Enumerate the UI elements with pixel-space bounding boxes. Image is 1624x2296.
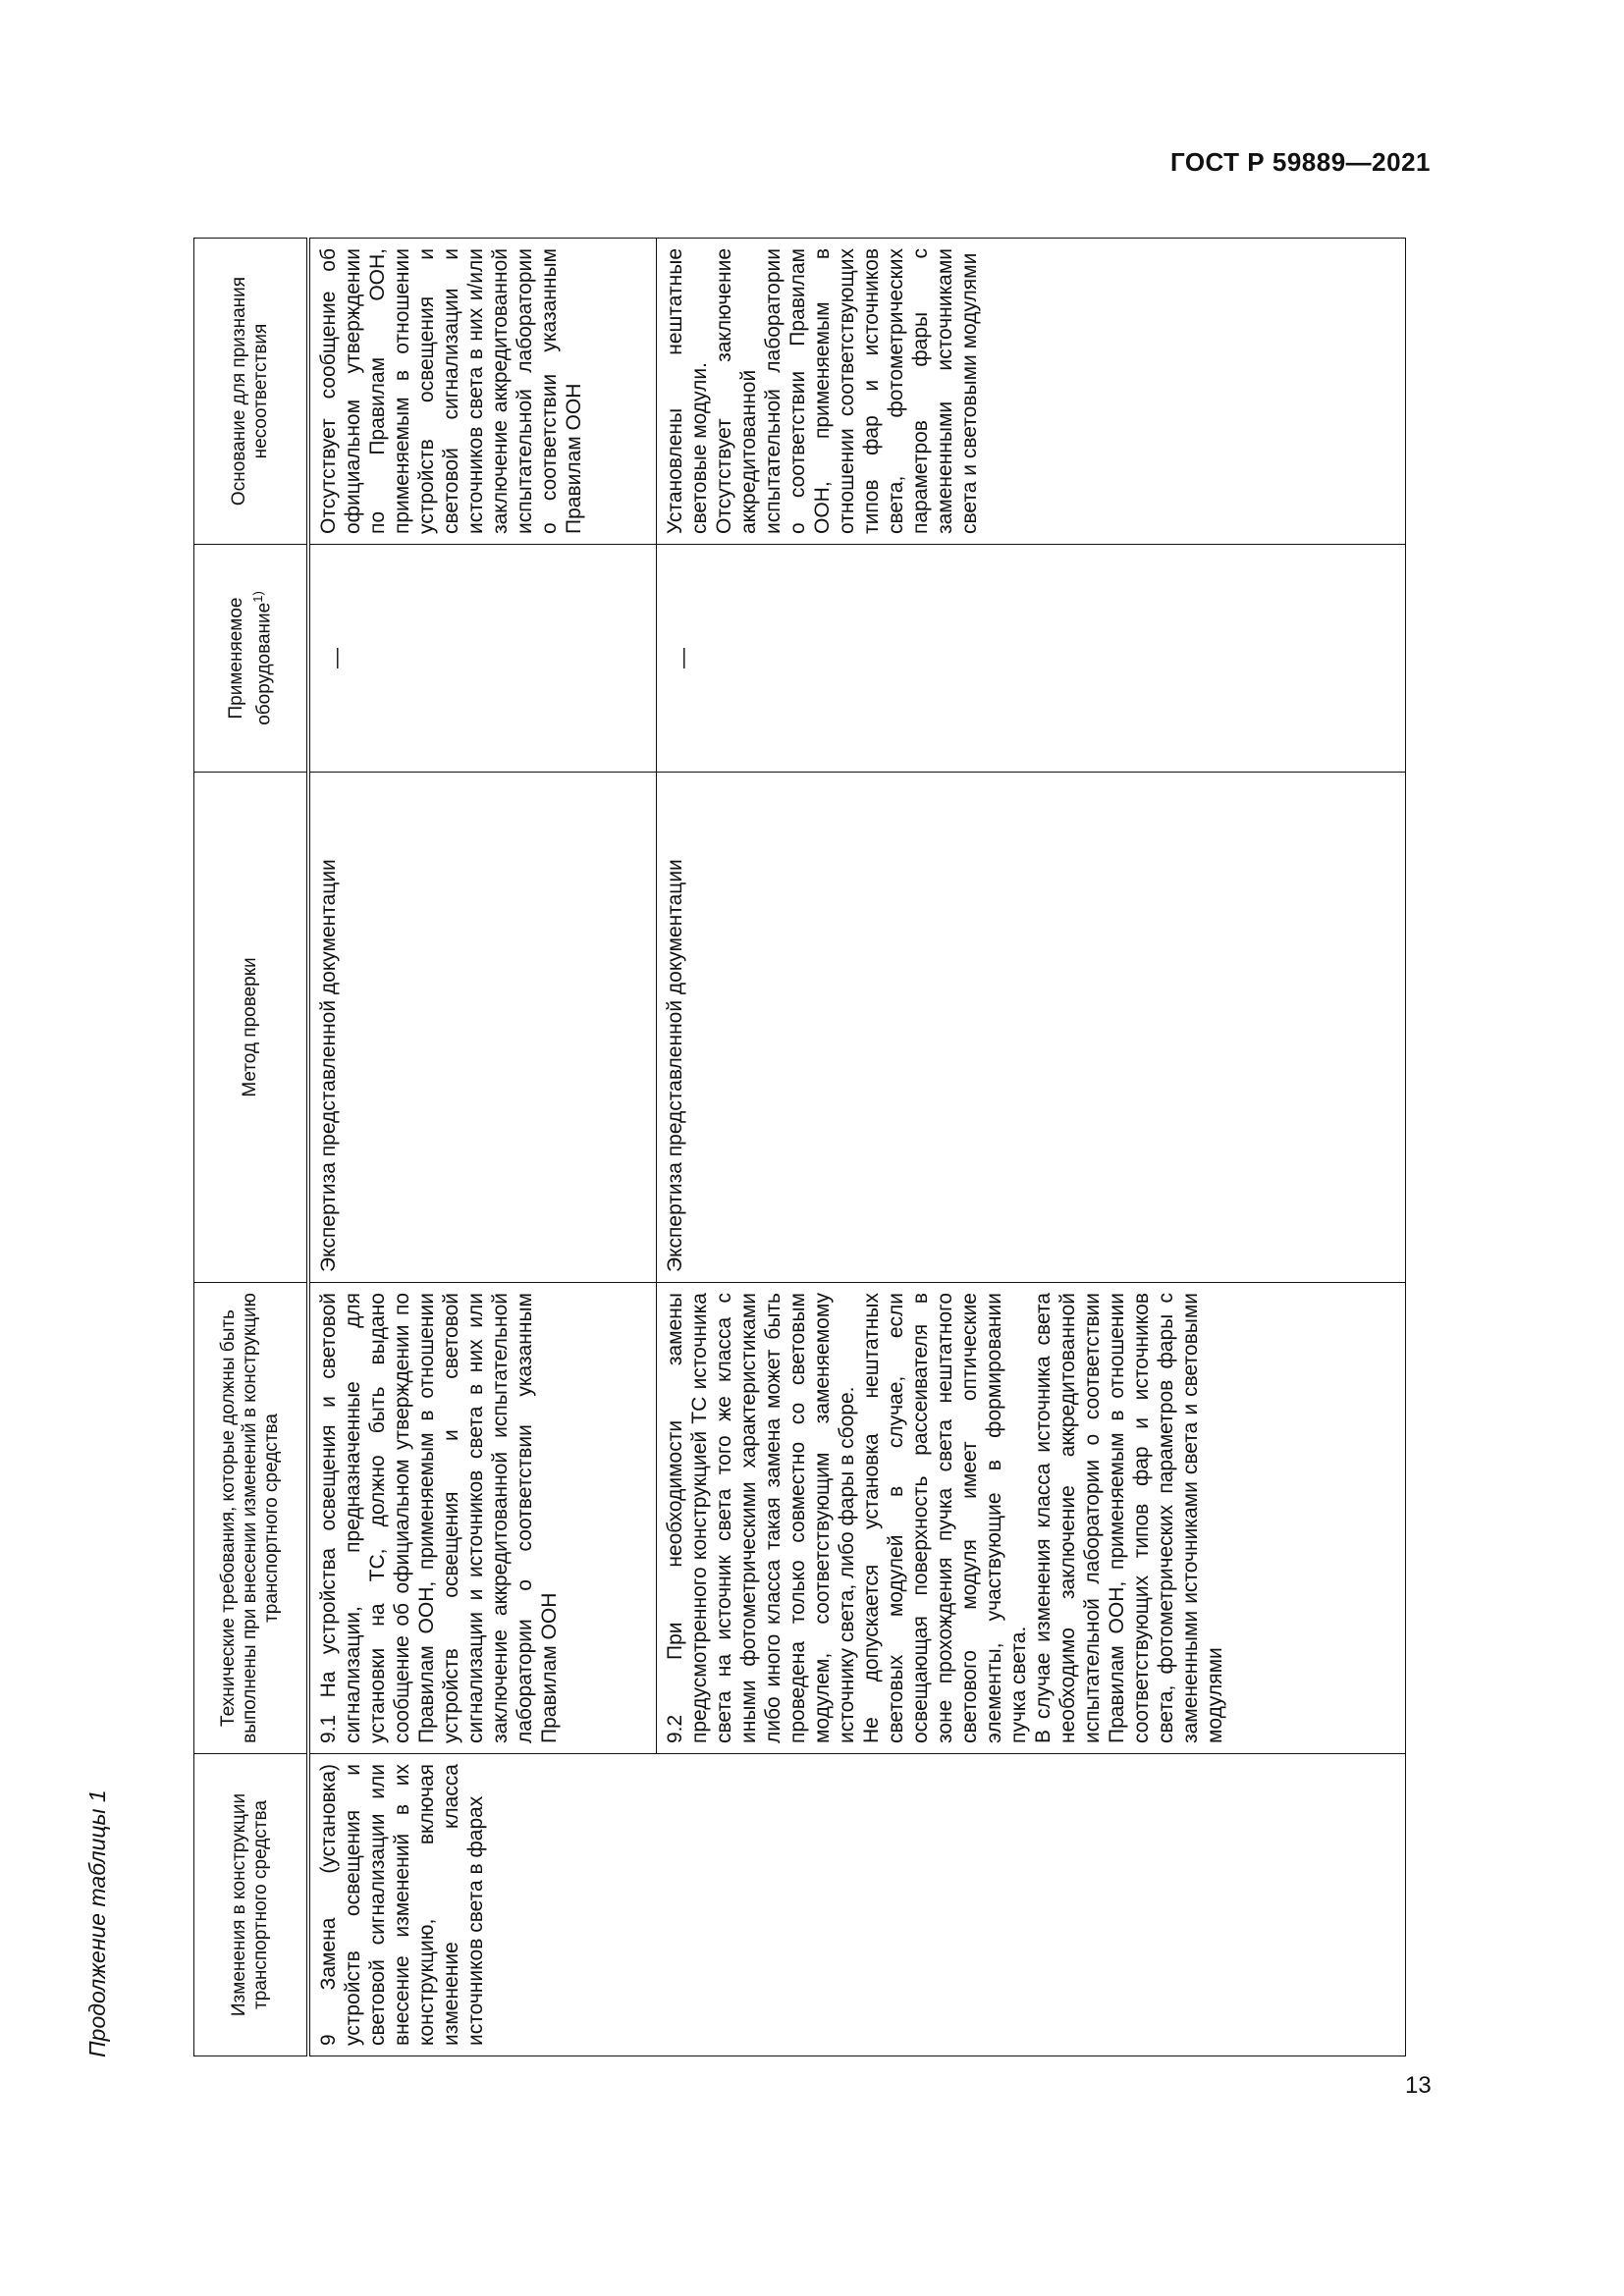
requirement-paragraph: 9.2 При необходимости замены предусмотренного конструкцией ТС источника света на источник света того же класса с иными фотометрическими характеристиками либо иного класса такая замена может быть проведена только совместно со световым модулем, соответствующим заменяемому источнику света, либо фары в сборе. <box>663 1293 858 1743</box>
footnote-marker: 1) <box>249 591 265 603</box>
method-cell <box>656 773 1406 1283</box>
table-row <box>308 239 656 2056</box>
requirement-cell <box>308 1283 656 1754</box>
requirements-table <box>193 238 1406 2056</box>
table-header-row <box>194 239 309 2056</box>
method-text: Экспертиза представленной документации <box>663 859 686 1272</box>
page-number: 13 <box>1405 2072 1432 2099</box>
change-cell <box>308 1754 1406 2056</box>
change-text: 9 Замена (установка) устройств освещения и световой сигнализации или внесение изменений в их конструкцию, включая изменение класса источников света в фарах <box>317 1764 487 2046</box>
basis-text <box>657 239 988 544</box>
column-header-basis: Основание для признания несоответствия <box>194 239 309 545</box>
equipment-cell <box>308 545 656 773</box>
rotated-table-wrapper <box>193 239 1406 2056</box>
column-header-equipment <box>194 545 309 773</box>
requirement-paragraph: Не допускается установка нештатных световых модулей в случае, если освещающая поверхность рассеивателя в зоне прохождения пучка света нештатного светового модуля имеет оптические элементы, участвующие в формировании пучка света. <box>859 1293 1030 1743</box>
basis-cell <box>656 239 1406 545</box>
basis-cell <box>308 239 656 545</box>
requirement-cell <box>656 1283 1406 1754</box>
basis-paragraph: Установлены нештатные световые модули. <box>663 248 711 534</box>
column-header-change: Изменения в конструкции транспортного средства <box>194 1754 309 2056</box>
requirement-paragraph: В случае изменения класса источника света необходимо заключение аккредитованной испытательной лаборатории о соответствии Правилам ООН, применяемым в отношении соответствующих типов фар и источников света, фотометрических параметров фары с замененными источниками света и световыми модулями <box>1031 1293 1226 1743</box>
requirement-9-2-text <box>657 1283 1233 1753</box>
requirement-9-1-text: 9.1 На устройства освещения и световой сигнализации, предназначенные для установки на ТС, должно быть выдано сообщение об официальном утверждении по Правилам ООН, применяемым в отношении устройств освещения и световой сигнализации и источников света в них или заключение аккредитованной испытательной лаборатории о соответствии указанным Правилам ООН <box>317 1293 561 1743</box>
method-text: Экспертиза представленной документации <box>317 859 340 1272</box>
equipment-dash: — <box>325 648 348 668</box>
column-header-method: Метод проверки <box>194 773 309 1283</box>
column-header-requirements: Технические требования, которые должны быть выполнены при внесении изменений в конструкцию транспортного средства <box>194 1283 309 1754</box>
equipment-cell <box>656 545 1406 773</box>
equipment-dash: — <box>671 648 694 668</box>
document-code: ГОСТ Р 59889—2021 <box>1169 147 1431 177</box>
column-header-equipment-label: Применяемое оборудование <box>225 597 275 725</box>
basis-text: Отсутствует сообщение об официальном утверждении по Правилам ООН, применяемым в отношении устройств освещения и световой сигнализации и источников света в них и/или заключение аккредитованной испытательной лаборатории о соответствии указанным Правилам ООН <box>317 248 585 534</box>
table-continuation-label: Продолжение таблицы 1 <box>84 1789 110 2057</box>
method-cell <box>308 773 656 1283</box>
basis-paragraph: Отсутствует заключение аккредитованной испытательной лаборатории о соответствии Правилам ООН, применяемым в отношении соответствующих типов фар и источников света, фотометрических параметров фары с замененными источниками света и световыми модулями <box>712 248 981 534</box>
